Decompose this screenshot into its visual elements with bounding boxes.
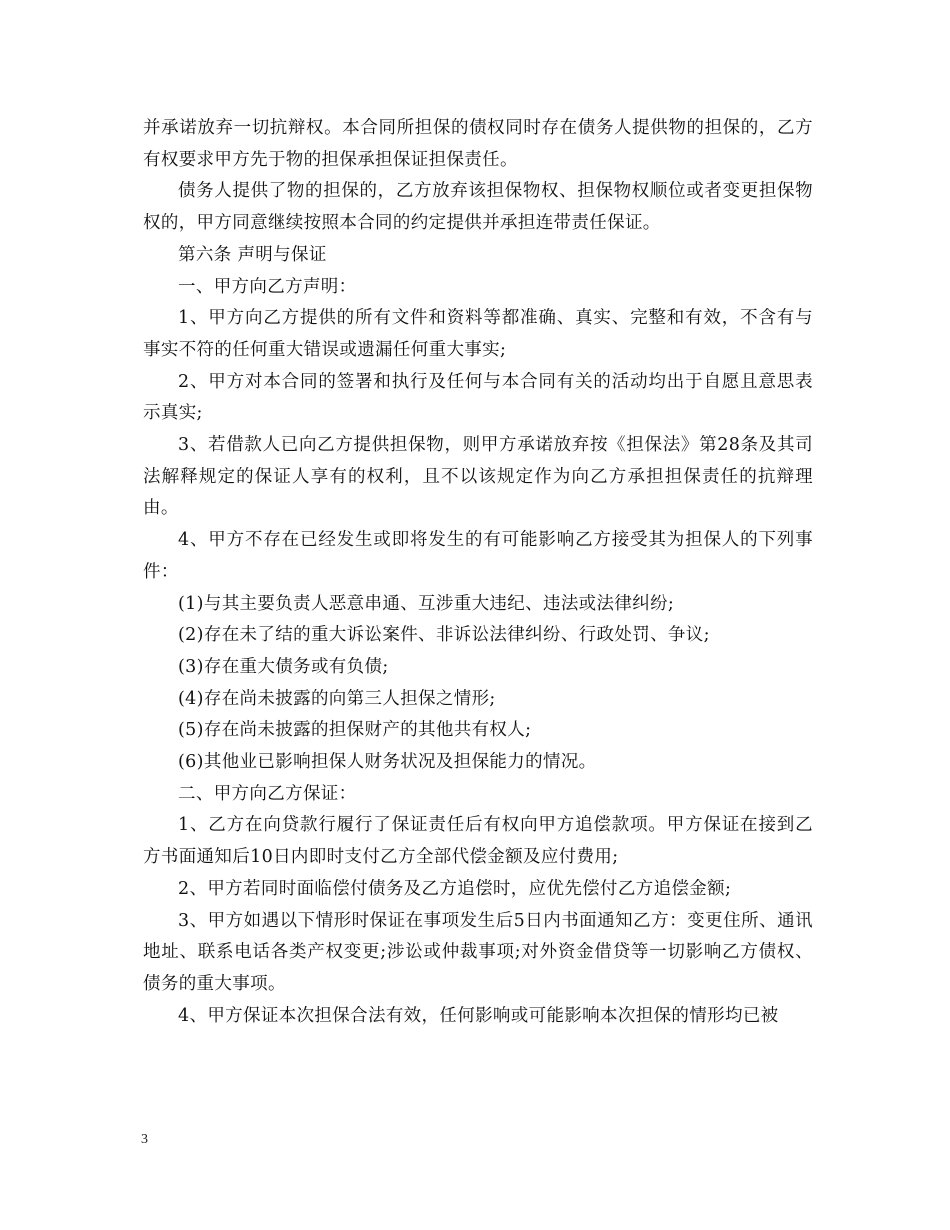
sub-clause-item: (6)其他业已影响担保人财务状况及担保能力的情况。 — [178, 752, 597, 773]
clause-item: 3、若借款人已向乙方提供担保物，则甲方承诺放弃按《担保法》第28条及其司法解释规定的保证人享有的权利，且不以该规定作为向乙方承担担保责任的抗辩理由。 — [143, 435, 813, 519]
section-heading: 第六条 声明与保证 — [178, 244, 327, 265]
document-body — [143, 113, 813, 1032]
sub-clause-item: (1)与其主要负责人恶意串通、互涉重大违纪、违法或法律纠纷; — [178, 593, 675, 614]
clause-item: 3、甲方如遇以下情形时保证在事项发生后5日内书面通知乙方：变更住所、通讯地址、联系电话各类产权变更;涉讼或仲裁事项;对外资金借贷等一切影响乙方债权、债务的重大事项。 — [143, 910, 813, 994]
paragraph: 并承诺放弃一切抗辩权。本合同所担保的债权同时存在债务人提供物的担保的，乙方有权要求甲方先于物的担保承担保证担保责任。 — [143, 118, 813, 170]
clause-item: 2、甲方对本合同的签署和执行及任何与本合同有关的活动均出于自愿且意思表示真实; — [143, 371, 813, 424]
sub-clause-item: (5)存在尚未披露的担保财产的其他共有权人; — [178, 720, 532, 741]
clause-item: 2、甲方若同时面临偿付债务及乙方追偿时，应优先偿付乙方追偿金额; — [178, 878, 732, 899]
page-number: 3 — [141, 1132, 148, 1147]
clause-item: 4、甲方保证本次担保合法有效，任何影响或可能影响本次担保的情形均已被 — [178, 1005, 779, 1026]
clause-item: 1、乙方在向贷款行履行了保证责任后有权向甲方追偿款项。甲方保证在接到乙方书面通知后10日内即时支付乙方全部代偿金额及应付费用; — [143, 815, 813, 868]
subsection-heading: 一、甲方向乙方声明： — [178, 276, 357, 297]
sub-clause-item: (3)存在重大债务或有负债; — [178, 656, 389, 677]
paragraph: 债务人提供了物的担保的，乙方放弃该担保物权、担保物权顺位或者变更担保物权的，甲方同意继续按照本合同的约定提供并承担连带责任保证。 — [143, 181, 813, 234]
clause-item: 1、甲方向乙方提供的所有文件和资料等都准确、真实、完整和有效，不含有与事实不符的任何重大错误或遗漏任何重大事实; — [143, 308, 813, 360]
clause-item: 4、甲方不存在已经发生或即将发生的有可能影响乙方接受其为担保人的下列事件： — [143, 530, 813, 582]
sub-clause-item: (4)存在尚未披露的向第三人担保之情形; — [178, 688, 496, 709]
sub-clause-item: (2)存在未了结的重大诉讼案件、非诉讼法律纠纷、行政处罚、争议; — [178, 625, 710, 646]
subsection-heading: 二、甲方向乙方保证： — [178, 783, 357, 804]
